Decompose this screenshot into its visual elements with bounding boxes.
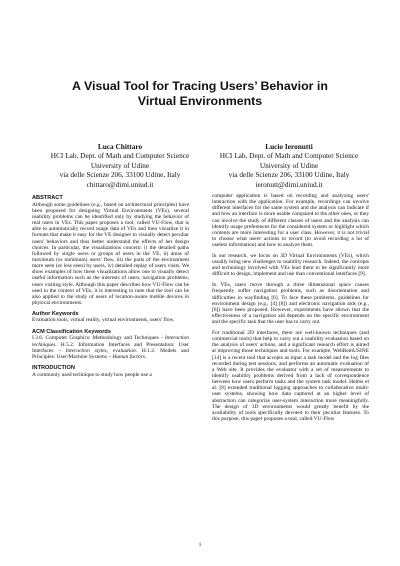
page-number: 1 bbox=[198, 542, 202, 548]
abstract-text: Although some guidelines (e.g., based on architectural principles) have been proposed for designing Virtual Environments (VEs), several usability problems can be identified only by studying the behavior of real users in VEs. This paper proposes a tool, called VU-Flow, that is able to automatically record usage data of VEs and then visualize it in formats that make it easy for the VE designer to visually detect peculiar users' behaviors and thus better understand the effects of her design choices. In particular, the visualizations concern: i) the detailed paths followed by single users or groups of users in the VE, ii) areas of maximum (or minimum) users' flow, iii) the parts of the environment more seen (or less seen) by users, iv) detailed replay of users visits. We show examples of how these visualizations allow one to visually detect useful information such as the interests of users, navigation problems, users visiting style. Although this paper describes how VU-Flow can be used in the context of VEs, it is interesting to note that the tool can be also applied to the study of users of location-aware mobile devices in physical environments. bbox=[32, 201, 189, 307]
author-affiliation: HCI Lab, Dept. of Math and Computer Science bbox=[50, 151, 190, 161]
acm-text-part: I.3.6. Computer Graphics: Methodology and Techniques - bbox=[32, 335, 165, 342]
acm-heading: ACM Classification Keywords bbox=[32, 328, 111, 335]
acm-text-italic: Interaction techniques bbox=[32, 335, 189, 348]
body-paragraph: computer application is based on recording and analyzing users' interaction with the application. For example, recordings can involve different interfaces for the same system and the analysis can indicate if and how an interface is more usable compared to the other ones, or they can involve the study of different classes of users and the analysis can identify usage preferences for the considered system or highlight which contents are more interesting for a user class. However, it is not trivial to choose what users' actions to record (to avoid recording a lot of useless information) and how to analyze them. bbox=[212, 193, 369, 249]
title-line-2: Virtual Environments bbox=[137, 94, 263, 108]
abstract-heading: ABSTRACT bbox=[32, 195, 63, 201]
paper-title bbox=[40, 79, 360, 109]
author-email: ieronutt@dimi.uniud.it bbox=[255, 179, 323, 189]
author-university: University of Udine bbox=[259, 160, 319, 170]
acm-text-part: . bbox=[144, 353, 147, 360]
author-address: via delle Scienze 206, 33100 Udine, Italy bbox=[228, 170, 350, 180]
left-column bbox=[32, 195, 189, 383]
body-paragraph: For traditional 2D interfaces, there are well-known techniques (and commercial tools) that help to carry out a usability evaluation based on the analysis of users' actions, and a significant research effort is aimed at improving those techniques and tools. For example, WebRemUSINE [14] is a recent tool that accepts as input a task model and the log files recorded during test sessions, and performs an automatic evaluation of a Web site. It provides the evaluator with a set of measurements to identify usability problems derived from a lack of correspondence between how users perform tasks and the system task model. Helms et al. [8] extended traditional logging approaches to collaborative multi-user systems, showing how data captured at an higher level of abstraction can categorize user-system interaction more meaningfully. The design of 3D environments would greatly benefit by the availability of tools specifically devoted to their peculiar features. To this purpose, this paper proposes a tool, called VU-Flow bbox=[212, 329, 369, 423]
acm-text-italic: Interaction styles, evaluation bbox=[65, 347, 136, 354]
right-column bbox=[212, 193, 369, 427]
author-address: via delle Scienze 206, 33100 Udine, Italy bbox=[59, 170, 181, 180]
author-block-2 bbox=[204, 142, 374, 189]
body-paragraph: In our research, we focus on 3D Virtual Environments (VEs), which usually bring new challenges to usability research. Indeed, the concepts and technology involved with VEs lead them to be significantly more difficult to design, implement and use than conventional interfaces [9]. bbox=[212, 253, 369, 278]
keywords-text: Evaluation tools, virtual reality, virtual environments, users' flow. bbox=[32, 317, 175, 324]
acm-text-part: . H.1.2. Models and Principles: User/Machine Systems – bbox=[32, 347, 189, 360]
keywords-heading: Author Keywords bbox=[32, 310, 79, 317]
author-block-1 bbox=[35, 142, 205, 189]
title-line-1: A Visual Tool for Tracing Users’ Behavior in bbox=[72, 79, 328, 93]
author-university: University of Udine bbox=[90, 160, 150, 170]
author-name: Lucio Ieronutti bbox=[265, 142, 313, 151]
introduction-text: A commonly used technique to study how people use a bbox=[32, 371, 152, 378]
introduction-heading: INTRODUCTION bbox=[32, 365, 75, 372]
author-affiliation: HCI Lab, Dept. of Math and Computer Science bbox=[219, 151, 359, 161]
acm-text-part: . H.5.2. Information Interfaces and Presentation: User Interfaces – bbox=[32, 341, 189, 354]
acm-text-italic: Human factors bbox=[112, 353, 145, 360]
author-name: Luca Chittaro bbox=[97, 142, 143, 151]
body-paragraph: In VEs, users move through a three dimensional space causes frequently suffer navigation problems, such as disorientation and difficulties in wayfinding [6]. To face these problems, guidelines for environment design (e.g., [4] [8]) and electronic navigation aids (e.g., [6]) have been proposed. However, experiments have shown that the effectiveness of a navigation aid depends on the specific environment and the specific task that the user has to carry out. bbox=[212, 282, 369, 326]
acm-text bbox=[32, 335, 189, 360]
author-email: chittaro@dimi.uniud.it bbox=[86, 179, 154, 189]
